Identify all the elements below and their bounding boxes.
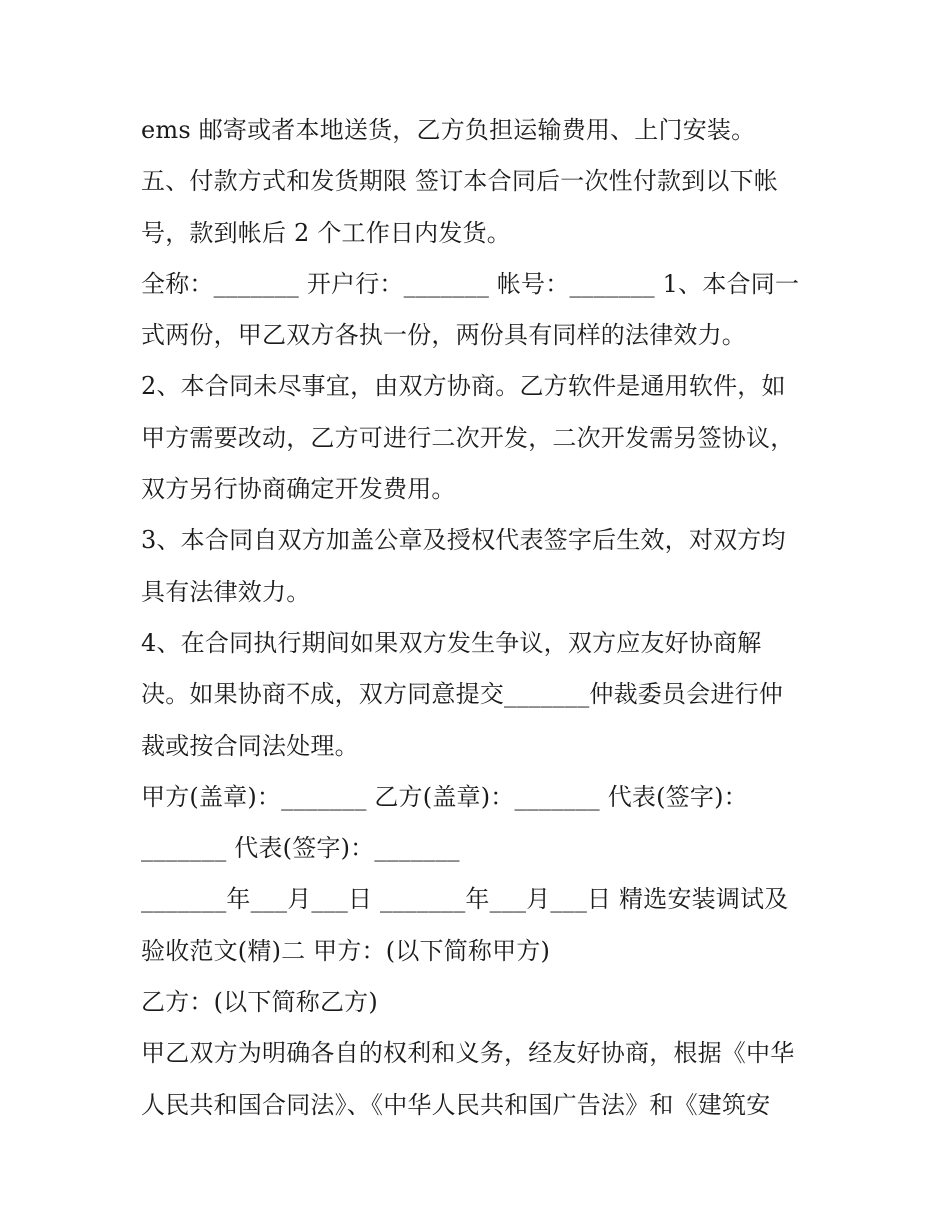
text-line: 号，款到帐后 2 个工作日内发货。 [141,218,511,247]
text-line: 五、付款方式和发货期限 签订本合同后一次性付款到以下帐 [141,167,779,196]
text-line: 双方另行协商确定开发费用。 [141,475,456,504]
text-line: 验收范文(精)二 甲方：(以下简称甲方) [141,936,551,965]
text-line: 决。如果协商不成，双方同意提交_______仲裁委员会进行仲 [141,680,783,709]
text-line: 具有法律效力。 [141,577,311,606]
text-line: 乙方：(以下简称乙方) [141,988,378,1017]
text-line: 裁或按合同法处理。 [141,731,359,760]
text-line: _______ 代表(签字)：_______ [141,834,460,863]
text-line: 2、本合同未尽事宜，由双方协商。乙方软件是通用软件，如 [141,372,786,401]
text-line: 式两份，甲乙双方各执一份，两份具有同样的法律效力。 [141,321,746,350]
text-line: 甲乙双方为明确各自的权利和义务，经友好协商，根据《中华 [141,1039,795,1068]
text-line: _______年___月___日 _______年___月___日 精选安装调试及 [141,885,789,914]
text-line: 3、本合同自双方加盖公章及授权代表签字后生效，对双方均 [141,526,786,555]
text-line: 4、在合同执行期间如果双方发生争议，双方应友好协商解 [141,628,762,657]
text-line: 全称：_______ 开户行：_______ 帐号：_______ 1、本合同一 [141,269,800,298]
document-body [141,105,831,1131]
text-line: ems 邮寄或者本地送货，乙方负担运输费用、上门安装。 [141,116,756,144]
text-line: 人民共和国合同法》、《中华人民共和国广告法》和《建筑安 [141,1090,771,1119]
text-line: 甲方需要改动，乙方可进行二次开发，二次开发需另签协议， [141,423,795,452]
text-line: 甲方(盖章)：_______ 乙方(盖章)：_______ 代表(签字)： [141,782,748,811]
